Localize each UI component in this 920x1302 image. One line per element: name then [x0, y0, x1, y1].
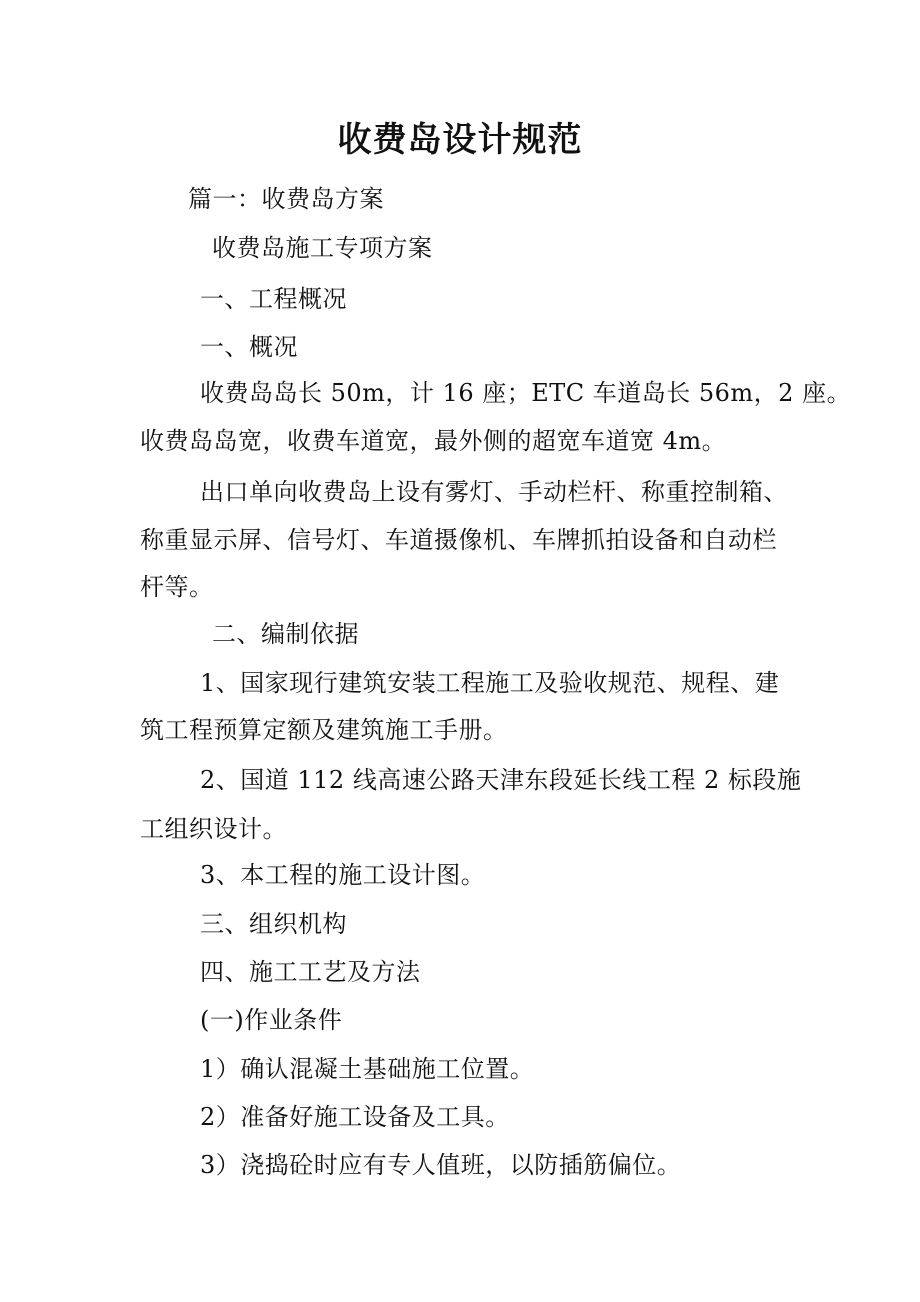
heading-project-overview: 一、工程概况 [200, 285, 347, 313]
heading-overview: 一、概况 [200, 333, 298, 361]
heading-compilation-basis: 二、编制依据 [212, 620, 359, 648]
paragraph-line: 工组织设计。 [140, 815, 287, 843]
paragraph-line: 3、本工程的施工设计图。 [200, 861, 486, 889]
list-item: 2）准备好施工设备及工具。 [200, 1103, 510, 1131]
document-title: 收费岛设计规范 [337, 120, 583, 160]
paragraph-line: 出口单向收费岛上设有雾灯、手动栏杆、称重控制箱、 [200, 478, 788, 506]
list-item: 3）浇捣砼时应有专人值班，以防插筋偏位。 [200, 1151, 682, 1179]
paragraph-line: 收费岛岛长 50m，计 16 座；ETC 车道岛长 56m，2 座。 [200, 379, 852, 407]
subtitle-construction-plan: 收费岛施工专项方案 [212, 234, 433, 262]
paragraph-line: 杆等。 [140, 573, 214, 601]
section-heading-pian-yi: 篇一：收费岛方案 [188, 185, 384, 213]
paragraph-line: 称重显示屏、信号灯、车道摄像机、车牌抓拍设备和自动栏 [140, 526, 777, 554]
paragraph-line: 1、国家现行建筑安装工程施工及验收规范、规程、建 [200, 669, 780, 697]
heading-construction-process: 四、施工工艺及方法 [200, 958, 421, 986]
paragraph-line: 筑工程预算定额及建筑施工手册。 [140, 716, 508, 744]
heading-work-conditions: (一)作业条件 [200, 1006, 343, 1034]
list-item: 1）确认混凝土基础施工位置。 [200, 1055, 535, 1083]
paragraph-line: 收费岛岛宽，收费车道宽，最外侧的超宽车道宽 4m。 [140, 427, 727, 455]
paragraph-line: 2、国道 112 线高速公路天津东段延长线工程 2 标段施 [200, 766, 802, 794]
heading-organization: 三、组织机构 [200, 910, 347, 938]
